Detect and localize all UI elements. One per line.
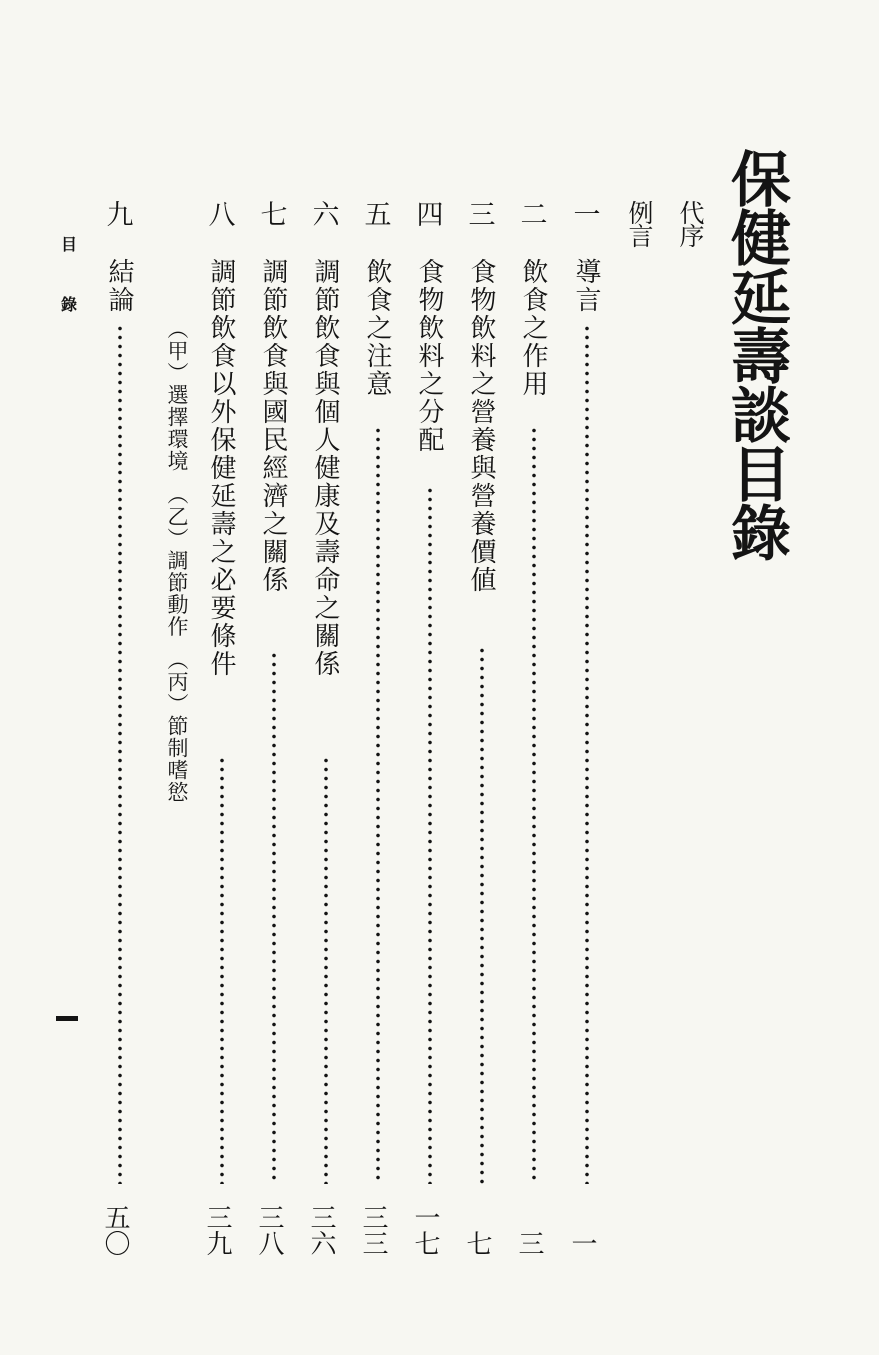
toc-entry-8 bbox=[202, 196, 242, 1256]
entry-page: 三六 bbox=[306, 1204, 336, 1256]
entry-page: 一七 bbox=[410, 1204, 440, 1256]
entry-title: 飲食之作用 bbox=[518, 258, 548, 398]
leader-dots bbox=[375, 426, 381, 1184]
leader-dots bbox=[323, 756, 329, 1184]
entry-page: 三八 bbox=[254, 1204, 284, 1256]
entry-number: 九 bbox=[106, 200, 134, 231]
toc-entry-3 bbox=[462, 196, 502, 1256]
entry-page: 三九 bbox=[202, 1204, 232, 1256]
leader-dots bbox=[531, 426, 537, 1184]
preface-liyan: 例言 bbox=[625, 200, 654, 246]
entry-number: 六 bbox=[312, 200, 340, 231]
toc-entry-2 bbox=[514, 196, 554, 1256]
preface-daixu: 代序 bbox=[676, 200, 705, 246]
entry-title: 結論 bbox=[104, 258, 134, 314]
entry-title: 調節飲食以外保健延壽之必要條件 bbox=[206, 258, 236, 678]
entry-number: 一 bbox=[573, 200, 601, 231]
leader-dots bbox=[271, 651, 277, 1184]
entry-page: 三 bbox=[514, 1230, 544, 1256]
subitems: （甲）選擇環境 （乙）調節動作 （丙）節制嗜慾 bbox=[165, 318, 189, 803]
toc-entry-9 bbox=[100, 196, 140, 1256]
entry-title: 調節飲食與國民經濟之關係 bbox=[258, 258, 288, 594]
entry-page: 一 bbox=[567, 1230, 597, 1256]
entry-page: 三三 bbox=[358, 1204, 388, 1256]
leader-dots bbox=[427, 486, 433, 1184]
leader-dots bbox=[219, 756, 225, 1184]
entry-title: 導言 bbox=[571, 258, 601, 314]
entry-title: 食物飲料之分配 bbox=[414, 258, 444, 454]
entry-number: 二 bbox=[520, 200, 548, 231]
entry-number: 八 bbox=[208, 200, 236, 231]
entry-number: 四 bbox=[416, 200, 444, 231]
margin-label-bottom: 錄 bbox=[61, 295, 78, 314]
entry-title: 食物飲料之營養與營養價値 bbox=[466, 258, 496, 594]
entry-title: 調節飲食與個人健康及壽命之關係 bbox=[310, 258, 340, 678]
margin-page-number bbox=[56, 1016, 78, 1021]
toc-entry-4 bbox=[410, 196, 450, 1256]
page-title: 保健延壽談目錄 bbox=[721, 148, 791, 561]
toc-entry-7 bbox=[254, 196, 294, 1256]
leader-dots bbox=[479, 646, 485, 1184]
entry-page: 七 bbox=[462, 1230, 492, 1256]
toc-entry-5 bbox=[358, 196, 398, 1256]
entry-number: 五 bbox=[364, 200, 392, 231]
toc-entry-6 bbox=[306, 196, 346, 1256]
leader-dots bbox=[584, 324, 590, 1184]
entry-title: 飲食之注意 bbox=[362, 258, 392, 398]
entry-page: 五〇 bbox=[100, 1204, 130, 1256]
leader-dots bbox=[117, 324, 123, 1184]
margin-label-top: 目 bbox=[61, 235, 78, 254]
entry-number: 七 bbox=[260, 200, 288, 231]
toc-entry-1 bbox=[567, 196, 607, 1256]
entry-number: 三 bbox=[468, 200, 496, 231]
